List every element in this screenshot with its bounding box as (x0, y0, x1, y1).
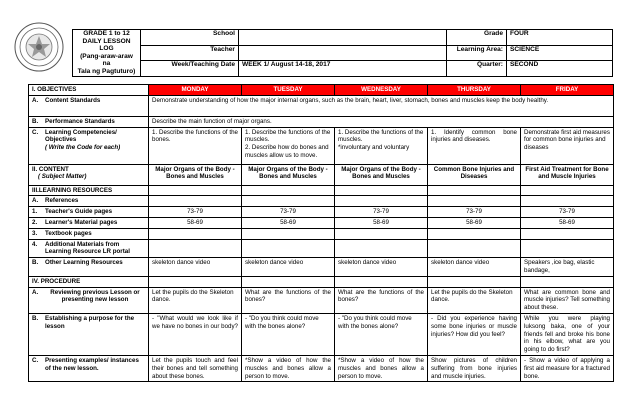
other-label: Other Learning Resources (45, 259, 123, 267)
quarter-label: Quarter: (447, 61, 507, 77)
purpose-friday: While you were playing luksong baka, one of your friends fell and broke his bone in his elbow, what are you going to do first? (521, 313, 614, 355)
other-tuesday: skeleton dance video (242, 258, 335, 277)
content-friday: First Aid Treatment for Bone and Muscle Injuries (521, 164, 614, 185)
resources-title: III.LEARNING RESOURCES (29, 185, 149, 196)
tg-pages-row (29, 207, 614, 218)
day-wednesday: WEDNESDAY (335, 85, 428, 96)
competency-monday: 1. Describe the functions of the bones. (149, 127, 242, 164)
lm-pages-row (29, 217, 614, 228)
references-row (29, 196, 614, 207)
tg-thursday: 73-79 (428, 207, 521, 218)
purpose-wednesday: - "Do you think could move with the bones alone? (335, 313, 428, 355)
procedure-title-row (29, 276, 614, 287)
lm-label: Learner's Material pages (45, 218, 118, 226)
competencies-sub: ( Write the Code for each) (45, 144, 121, 152)
content-label-cell (29, 164, 149, 185)
dll-title: DAILY LESSON LOG (82, 37, 131, 53)
content-sub: ( Subject Matter) (38, 173, 87, 181)
header-table (72, 29, 613, 77)
lm-wednesday: 58-69 (335, 217, 428, 228)
review-friday: What are common bone and muscle injuries? Tell something about these. (521, 287, 614, 313)
content-wednesday: Major Organs of the Body -Bones and Muscles (335, 164, 428, 185)
other-thursday: skeleton dance video (428, 258, 521, 277)
lm-label-cell: 2. Learner's Material pages (29, 217, 149, 228)
content-standards-label-cell: A. Content Standards (29, 95, 149, 116)
deped-seal-icon (14, 22, 64, 72)
competency-wednesday: 1. Describe the functions of the muscles. *involuntary and voluntary (335, 127, 428, 164)
objectives-title: I. OBJECTIVES (29, 85, 149, 96)
textbook-label-cell: 3. Textbook pages (29, 228, 149, 239)
content-title: II. CONTENT (32, 165, 69, 173)
additional-label-cell: 4. Additional Materials from Learning Resource LR portal (29, 239, 149, 258)
day-thursday: THURSDAY (428, 85, 521, 96)
references-label: References (45, 197, 79, 205)
grade-range: GRADE 1 to 12 (83, 30, 130, 37)
review-label-cell: A. Reviewing previous Lesson or presenting new lesson (29, 287, 149, 313)
teacher-label: Teacher (141, 45, 239, 61)
week-value[interactable]: WEEK 1/ August 14-18, 2017 (239, 61, 447, 77)
content-standards-text: Demonstrate understanding of how the major internal organs, such as the brain, heart, liver, stomach, bones and muscles keep the body healthy. (149, 95, 614, 116)
dll-title-block (73, 30, 141, 77)
day-friday: FRIDAY (521, 85, 614, 96)
additional-label: Additional Materials from Learning Resource LR portal (45, 240, 130, 256)
dll-subtitle-1: (Pang-araw-araw na (80, 52, 133, 68)
purpose-label: Establishing a purpose for the lesson (45, 314, 135, 330)
competency-thursday: 1. Identify common bone injuries and diseases. (428, 127, 521, 164)
other-wednesday: skeleton dance video (335, 258, 428, 277)
resources-title-row (29, 185, 614, 196)
lesson-log-table (28, 84, 614, 382)
textbook-row (29, 228, 614, 239)
purpose-monday: - "What would we look like if we have no bones in our body? (149, 313, 242, 355)
content-standards-label: Content Standards (45, 96, 101, 104)
purpose-row (29, 313, 614, 355)
examples-label-cell: C. Presenting examples/ instances of the new lesson. (29, 355, 149, 381)
grade-value[interactable]: FOUR (507, 30, 613, 46)
grade-label: Grade (447, 30, 507, 46)
tg-tuesday: 73-79 (242, 207, 335, 218)
week-label: Week/Teaching Date (141, 61, 239, 77)
review-label: Reviewing previous Lesson or presenting new lesson (50, 288, 140, 304)
dll-subtitle-2: Tala ng Pagtuturo) (77, 67, 136, 75)
lm-thursday: 58-69 (428, 217, 521, 228)
competencies-label-cell: C. Learning Competencies/ Objectives ( Write the Code for each) (29, 127, 149, 164)
content-thursday: Common Bone Injuries and Diseases (428, 164, 521, 185)
review-tuesday: What are the functions of the bones? (242, 287, 335, 313)
lm-tuesday: 58-69 (242, 217, 335, 228)
other-label-cell: B. Other Learning Resources (29, 258, 149, 277)
textbook-label: Textbook pages (45, 229, 92, 237)
performance-standards-label-cell: B. Performance Standards (29, 116, 149, 127)
tg-monday: 73-79 (149, 207, 242, 218)
tg-label-cell: 1. Teacher's Guide pages (29, 207, 149, 218)
review-row (29, 287, 614, 313)
lm-monday: 58-69 (149, 217, 242, 228)
purpose-thursday: - Did you experience having some bone injuries or muscle injuries? How did you feel? (428, 313, 521, 355)
examples-tuesday: *Show a video of how the muscles and bones allow a person to move. (242, 355, 335, 381)
review-wednesday: What are the functions of the bones? (335, 287, 428, 313)
performance-standards-label: Performance Standards (45, 117, 115, 125)
procedure-title: IV. PROCEDURE (29, 276, 149, 287)
school-label: School (141, 30, 239, 46)
examples-thursday: Show pictures of children suffering from bone injuries and muscle injuries. (428, 355, 521, 381)
teacher-value[interactable] (239, 45, 447, 61)
competencies-row (29, 127, 614, 164)
day-monday: MONDAY (149, 85, 242, 96)
other-monday: skeleton dance video (149, 258, 242, 277)
review-monday: Let the pupils do the Skeleton dance. (149, 287, 242, 313)
competency-tuesday: 1. Describe the functions of the muscles. 2. Describe how do bones and muscles allow us to move. (242, 127, 335, 164)
school-value[interactable] (239, 30, 447, 46)
other-resources-row (29, 258, 614, 277)
examples-wednesday: *Show a video of how the muscles and bones allow a person to move. (335, 355, 428, 381)
competency-friday: Demonstrate first aid measures for common bone injuries and diseases (521, 127, 614, 164)
competencies-label: Learning Competencies/ Objectives (45, 128, 117, 144)
content-row (29, 164, 614, 185)
content-tuesday: Major Organs of the Body -Bones and Muscles (242, 164, 335, 185)
objectives-header-row (29, 85, 614, 96)
examples-friday: - Show a video of applying a first aid measure for a fractured bone. (521, 355, 614, 381)
other-friday: Speakers ,ice bag, elastic bandage, (521, 258, 614, 277)
learning-area-value[interactable]: SCIENCE (507, 45, 613, 61)
quarter-value[interactable]: SECOND (507, 61, 613, 77)
day-tuesday: TUESDAY (242, 85, 335, 96)
examples-row (29, 355, 614, 381)
content-standards-row (29, 95, 614, 116)
tg-label: Teacher's Guide pages (45, 208, 113, 216)
content-monday: Major Organs of the Body -Bones and Muscles (149, 164, 242, 185)
examples-monday: Let the pupils touch and feel their bones and tell something about these bones. (149, 355, 242, 381)
purpose-label-cell: B. Establishing a purpose for the lesson (29, 313, 149, 355)
tg-friday: 73-79 (521, 207, 614, 218)
purpose-tuesday: - "Do you think could move with the bones alone? (242, 313, 335, 355)
additional-materials-row (29, 239, 614, 258)
lm-friday: 58-69 (521, 217, 614, 228)
review-thursday: Let the pupils do the Skeleton dance. (428, 287, 521, 313)
tg-wednesday: 73-79 (335, 207, 428, 218)
references-label-cell: A. References (29, 196, 149, 207)
learning-area-label: Learning Area: (447, 45, 507, 61)
performance-standards-text: Describe the main function of major organs. (149, 116, 614, 127)
performance-standards-row (29, 116, 614, 127)
examples-label: Presenting examples/ instances of the new lesson. (45, 356, 139, 372)
